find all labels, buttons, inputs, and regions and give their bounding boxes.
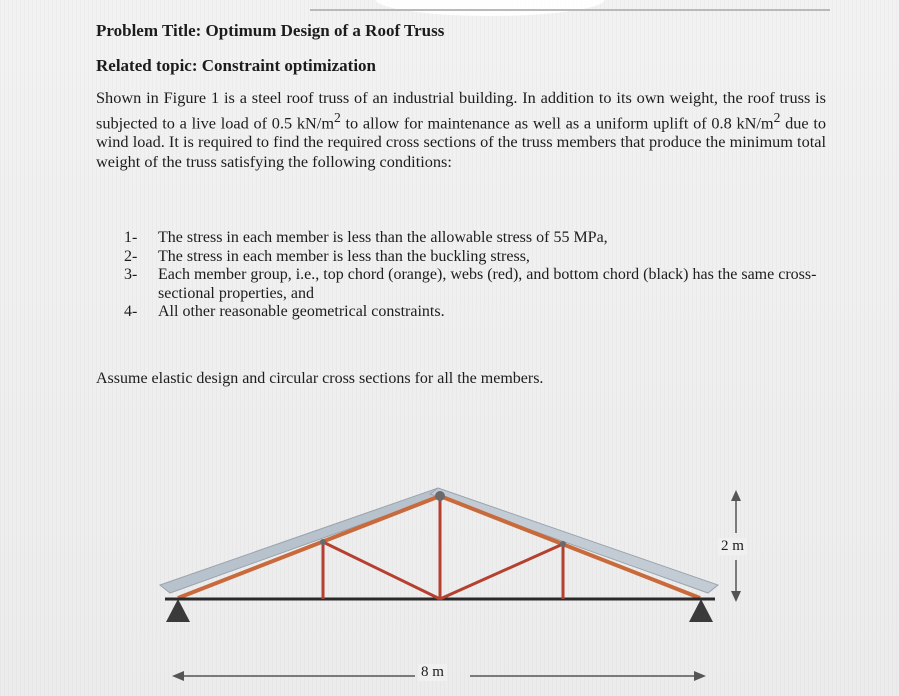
roof-panel-left (160, 488, 446, 593)
roof-panel-right (430, 488, 718, 593)
closing-sentence: Assume elastic design and circular cross sections for all the members. (96, 370, 544, 387)
intro-part-1: Shown in Figure 1 is a steel roof truss of an industrial building. In addition to its own weight, the roof truss is subjected to a live load of 0.5 kN/m (96, 88, 826, 132)
related-topic: Related topic: Constraint optimization (96, 56, 377, 75)
joint-left (320, 539, 326, 545)
height-label: 2 m (718, 538, 747, 555)
web-diagonal-left (323, 542, 440, 599)
superscript-2: 2 (773, 109, 781, 125)
superscript-2: 2 (333, 109, 341, 125)
condition-number: 2- (124, 247, 138, 265)
intro-part-3: due to wind load. It is required to find the required cross sections of the truss members that produce the minimum total weight of the truss satisfying the following conditions: (96, 112, 827, 171)
pin-support-left (166, 599, 190, 622)
roller-support-right (689, 599, 713, 622)
arrow-right-icon (694, 671, 706, 681)
problem-title: Problem Title: Optimum Design of a Roof Truss (96, 21, 445, 40)
span-label: 8 m (418, 664, 447, 681)
joint-right (560, 541, 566, 547)
intro-part-2: to allow for maintenance as well as a uniform uplift of 0.8 kN/m (340, 112, 774, 132)
condition-text: All other reasonable geometrical constraints. (158, 303, 445, 320)
top-chord-left (178, 496, 440, 598)
arrow-down-icon (731, 591, 741, 602)
arrow-left-icon (172, 671, 184, 681)
condition-text: Each member group, i.e., top chord (orange), webs (red), and bottom chord (black) has the same cross-sectional properties, and (158, 266, 817, 302)
condition-text: The stress in each member is less than the buckling stress, (158, 247, 530, 265)
condition-number: 4- (124, 303, 138, 320)
condition-number: 3- (124, 266, 138, 283)
apex-joint (435, 491, 445, 501)
condition-text: The stress in each member is less than the allowable stress of 55 MPa, (158, 229, 608, 246)
condition-number: 1- (124, 229, 138, 246)
web-diagonal-right (440, 544, 563, 599)
arrow-up-icon (731, 490, 741, 501)
